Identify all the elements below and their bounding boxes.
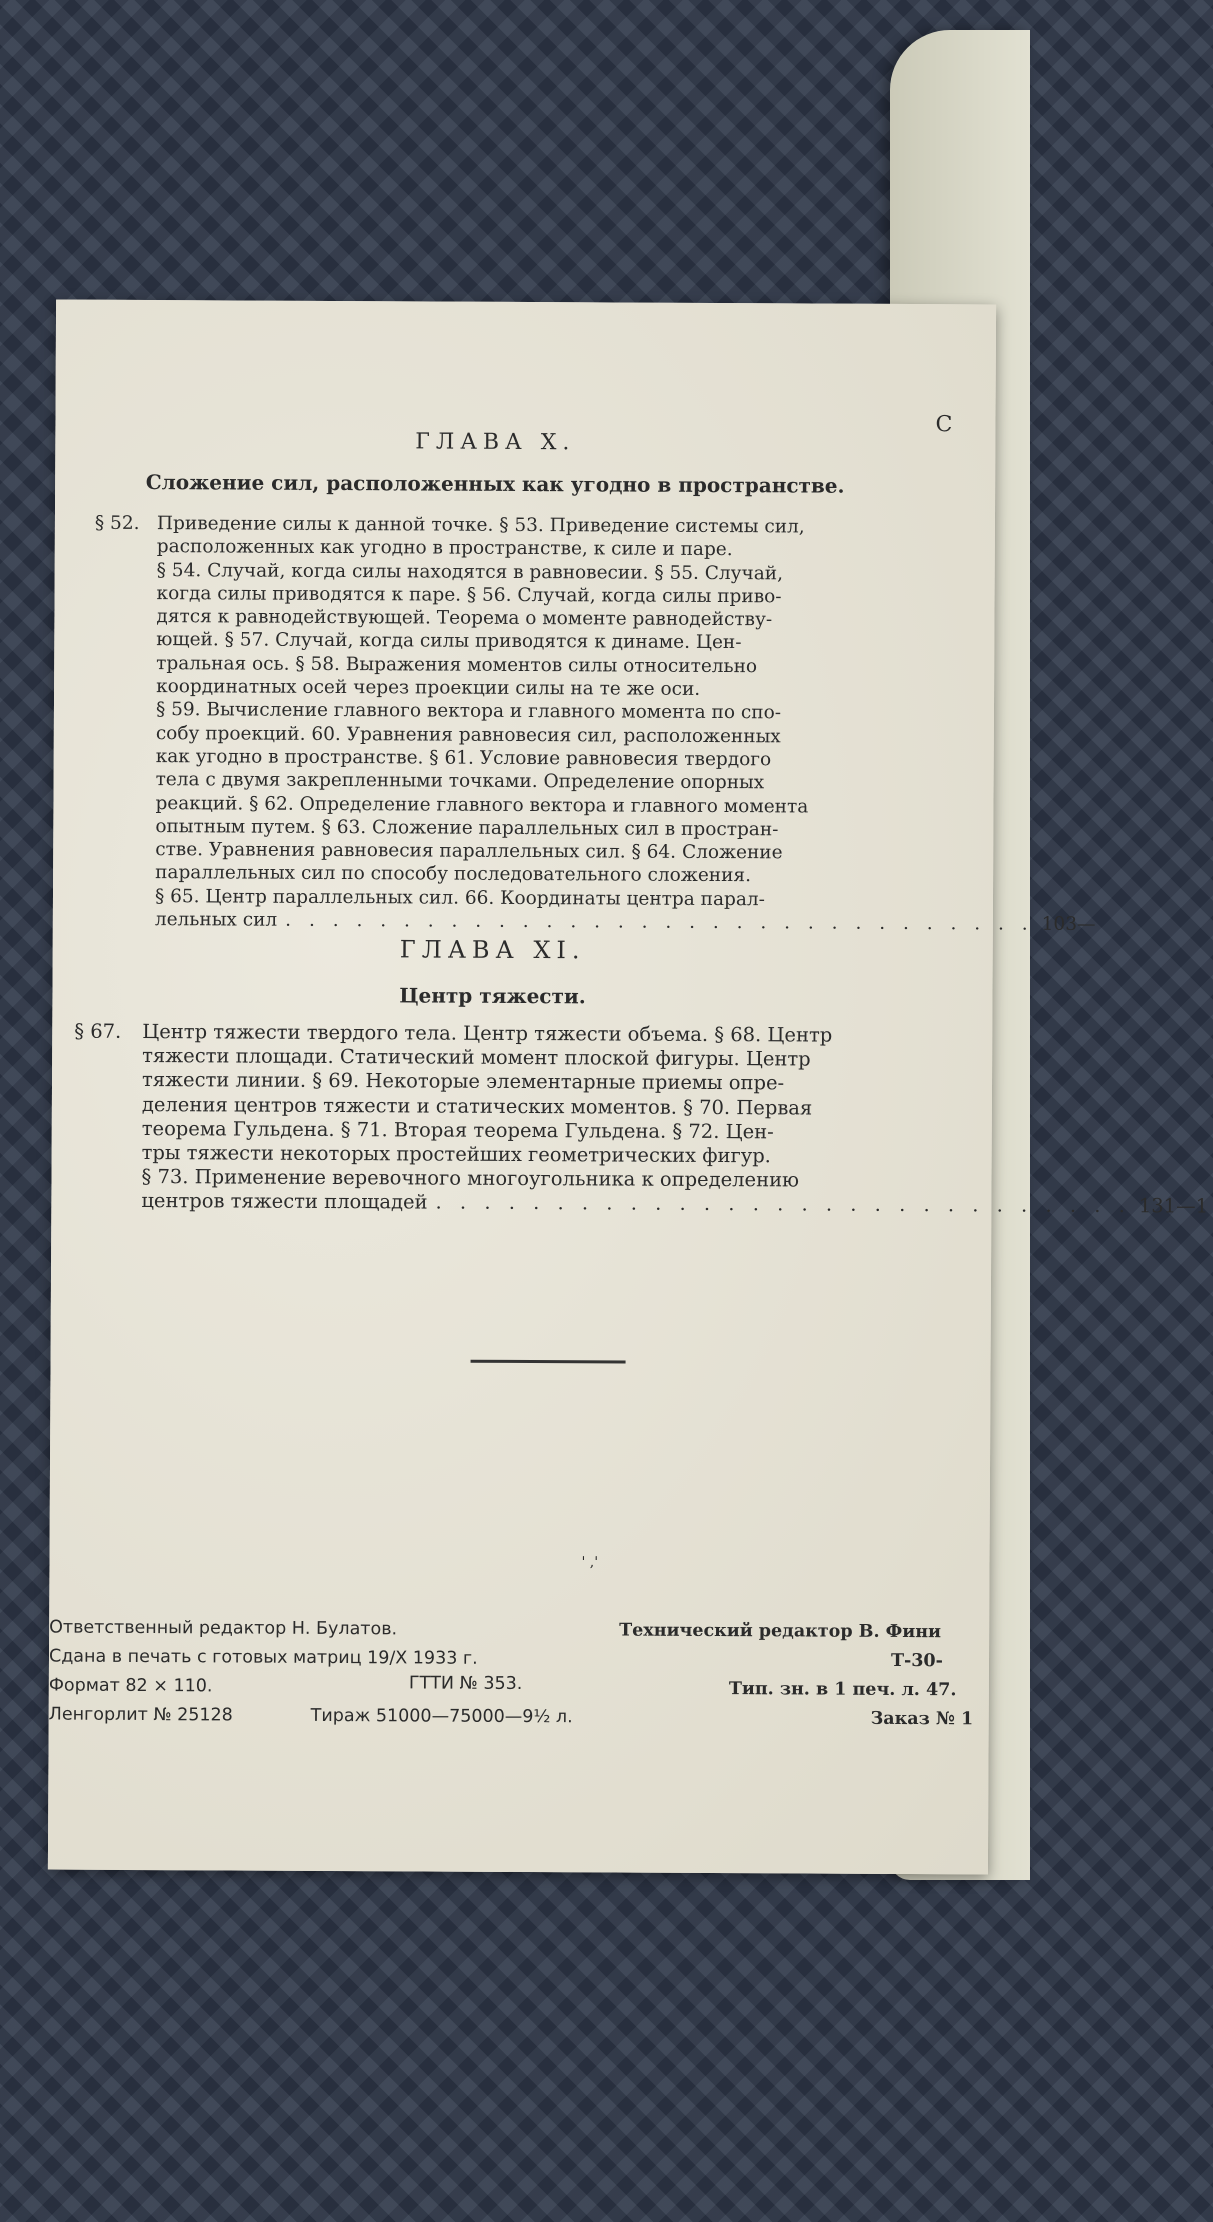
responsible-editor: Ответственный редактор Н. Булатов. xyxy=(49,1617,398,1640)
contents-line: Приведение силы к данной точке. § 53. Приведение системы сил, xyxy=(156,513,805,538)
lengorlit: Ленгорлит № 25128 xyxy=(48,1704,233,1726)
contents-line: параллельных сил по способу последовательного сложения. xyxy=(155,862,752,887)
contents-line: опытным путем. § 63. Сложение параллельных сил в простран- xyxy=(155,815,779,841)
chapter-11-pages: 131—1 xyxy=(1138,1194,1209,1219)
stray-mark: ' ,' xyxy=(581,1554,599,1571)
chapter-11-last-line-text: центров тяжести площадей xyxy=(141,1189,428,1214)
contents-line: тела с двумя закрепленными точками. Определение опорных xyxy=(155,769,765,794)
section-number: § 52. xyxy=(94,512,140,534)
gtti: ГТТИ № 353. xyxy=(408,1673,523,1695)
chapter-10-pages: 103— xyxy=(1041,913,1096,936)
end-divider xyxy=(471,1360,626,1364)
submitted-date: Сдана в печать с готовых матриц 19/X 1933 г. xyxy=(48,1646,478,1669)
tech-editor: Технический редактор В. Фини xyxy=(619,1620,942,1643)
contents-line: § 54. Случай, когда силы находятся в равновесии. § 55. Случай, xyxy=(156,559,784,584)
contents-line: деления центров тяжести и статических моментов. § 70. Первая xyxy=(141,1092,813,1120)
contents-line: тральная ось. § 58. Выражения моментов силы относительно xyxy=(156,652,758,678)
contents-line: дятся к равнодействующей. Теорема о моменте равнодейству- xyxy=(156,606,773,631)
chapter-10-contents xyxy=(93,512,1096,936)
t-code: Т-30- xyxy=(890,1650,943,1672)
chapter-11-last-line xyxy=(141,1189,1209,1219)
tirazh: Тираж 51000—75000—9½ л. xyxy=(310,1705,573,1728)
book-page xyxy=(48,300,1209,1875)
contents-line: тры тяжести некоторых простейших геометрических фигур. xyxy=(141,1141,771,1168)
contents-line: § 73. Применение веревочного многоугольника к определению xyxy=(141,1165,800,1192)
leader-dots: . . . . . . . . . . . . . . . . . . . . . . . . . . . . . xyxy=(435,1190,1131,1218)
chapter-10-last-line xyxy=(154,908,1096,936)
chapter-10-lines xyxy=(155,512,941,912)
typ-info: Тип. зн. в 1 печ. л. 47. xyxy=(728,1679,957,1701)
contents-line: Центр тяжести твердого тела. Центр тяжести объема. § 68. Центр xyxy=(142,1020,833,1047)
contents-line: § 59. Вычисление главного вектора и главного момента по спо- xyxy=(155,699,782,724)
contents-line: тяжести линии. § 69. Некоторые элементарные приемы опре- xyxy=(141,1068,785,1095)
chapter-11-title: ГЛАВА XI. xyxy=(399,935,586,965)
contents-line: теорема Гульдена. § 71. Вторая теорема Гульдена. § 72. Цен- xyxy=(141,1116,774,1144)
format: Формат 82 × 110. xyxy=(48,1675,213,1697)
chapter-11-lines xyxy=(141,1020,940,1194)
chapter-10-title: ГЛАВА X. xyxy=(415,429,576,456)
chapter-10-subtitle: Сложение сил, расположенных как угодно в пространстве. xyxy=(145,470,845,498)
contents-line: собу проекций. 60. Уравнения равновесия сил, расположенных xyxy=(155,722,781,748)
contents-line: как угодно в пространстве. § 61. Условие равновесия твердого xyxy=(155,746,772,771)
chapter-11-subtitle: Центр тяжести. xyxy=(399,983,586,1009)
contents-line: ющей. § 57. Случай, когда силы приводятся к динаме. Цен- xyxy=(156,629,742,654)
contents-line: § 65. Центр параллельных сил. 66. Координаты центра парал- xyxy=(154,885,765,911)
chapter-10-last-line-text: лельных сил xyxy=(154,909,278,931)
contents-line: тяжести площади. Статический момент плоской фигуры. Центр xyxy=(142,1044,811,1071)
contents-line: расположенных как угодно в пространстве, к силе и паре. xyxy=(156,536,733,561)
contents-line: координатных осей через проекции силы на те же оси. xyxy=(156,676,701,701)
corner-glyph: С xyxy=(935,412,953,438)
chapter-11-contents xyxy=(73,1019,1209,1219)
section-number: § 67. xyxy=(74,1019,122,1043)
contents-line: стве. Уравнения равновесия параллельных сил. § 64. Сложение xyxy=(155,839,783,864)
leader-dots: . . . . . . . . . . . . . . . . . . . . . . . . . . . . . . . . xyxy=(285,909,1034,935)
contents-line: когда силы приводятся к паре. § 56. Случай, когда силы приво- xyxy=(156,582,782,608)
contents-line: реакций. § 62. Определение главного вектора и главного момента xyxy=(155,792,809,818)
zakaz: Заказ № 1 xyxy=(870,1708,974,1730)
